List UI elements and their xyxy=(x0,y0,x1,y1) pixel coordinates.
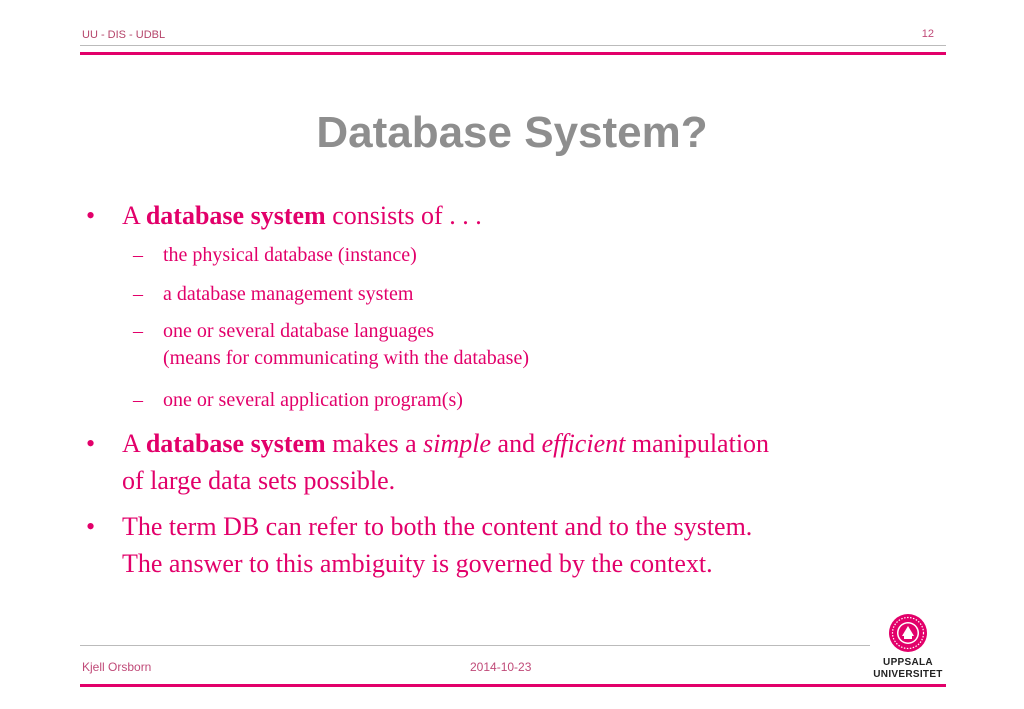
bullet-emphasis: database system xyxy=(145,429,326,458)
bullet-text-continuation: The answer to this ambiguity is governed by the context. xyxy=(122,549,713,578)
university-seal-icon xyxy=(887,612,929,654)
sub-bullet-text: a database management system xyxy=(163,283,414,305)
bullet-emphasis: database system xyxy=(145,201,326,230)
bullet-italic: efficient xyxy=(541,429,626,458)
sub-bullet-text: one or several application program(s) xyxy=(163,389,463,411)
bullet-text: and xyxy=(491,429,542,458)
sub-bullet-text: one or several database languages xyxy=(163,320,434,342)
footer-date: 2014-10-23 xyxy=(470,660,532,674)
logo-text-line2: UNIVERSITET xyxy=(873,669,943,680)
sub-bullet-item xyxy=(133,281,923,308)
bullet-italic: simple xyxy=(423,429,492,458)
dash-glyph: – xyxy=(133,244,143,266)
dash-glyph: – xyxy=(133,283,143,305)
bullet-text: A xyxy=(122,429,146,458)
bullet-item xyxy=(86,425,942,499)
page-number: 12 xyxy=(921,28,934,40)
header-divider-thin xyxy=(80,45,946,46)
dash-glyph: – xyxy=(133,320,143,342)
sub-bullet-text: the physical database (instance) xyxy=(163,244,417,266)
sub-bullet-text-continuation: (means for communicating with the database) xyxy=(163,347,529,369)
header-divider-accent xyxy=(80,52,946,55)
bullet-text: A xyxy=(122,201,146,230)
bullet-glyph: • xyxy=(86,201,96,230)
bullet-item xyxy=(86,508,942,582)
university-logo xyxy=(868,612,948,682)
logo-text-line1: UPPSALA xyxy=(883,657,933,668)
bullet-text: makes a xyxy=(325,429,424,458)
sub-bullet-item xyxy=(133,387,923,414)
bullet-text: The term DB can refer to both the content and to the system. xyxy=(122,512,753,541)
footer-divider-accent xyxy=(80,684,946,687)
bullet-text: consists of . . . xyxy=(325,201,482,230)
bullet-glyph: • xyxy=(86,512,96,541)
footer-author: Kjell Orsborn xyxy=(82,660,152,674)
bullet-text: manipulation xyxy=(625,429,770,458)
footer-divider-thin xyxy=(80,645,870,646)
bullet-item xyxy=(86,197,942,234)
bullet-text-continuation: of large data sets possible. xyxy=(122,466,396,495)
header-course-label: UU - DIS - UDBL xyxy=(82,29,166,41)
dash-glyph: – xyxy=(133,389,143,411)
slide-title: Database System? xyxy=(316,108,708,157)
sub-bullet-item xyxy=(133,242,923,269)
sub-bullet-item xyxy=(133,318,923,372)
bullet-glyph: • xyxy=(86,429,96,458)
